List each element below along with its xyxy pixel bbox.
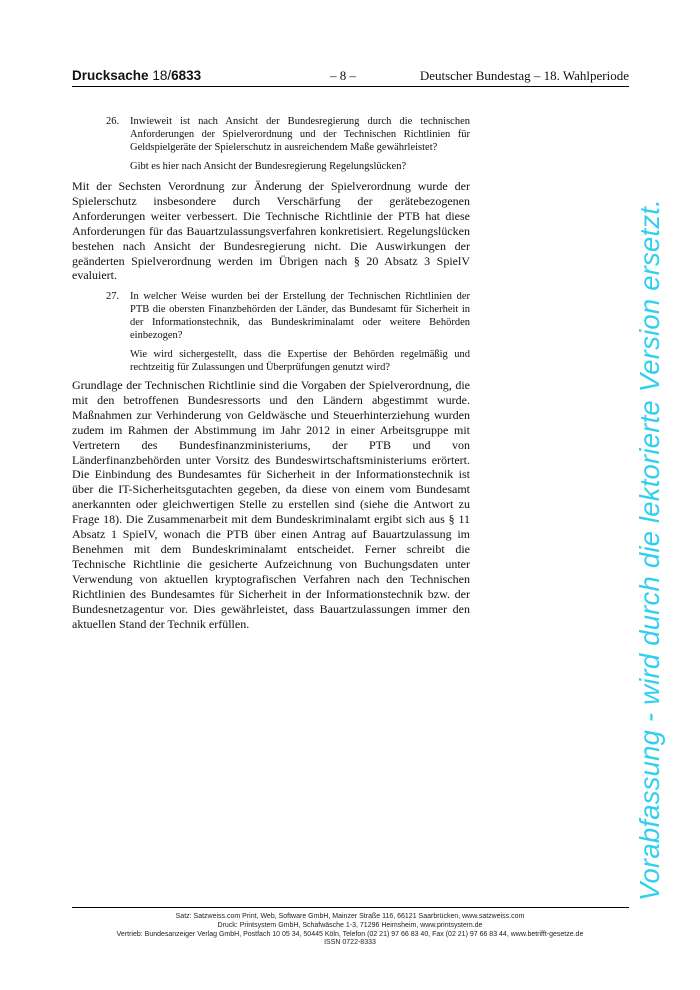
page-header (72, 68, 629, 87)
footer-typesetting: Satz: Satzweiss.com Print, Web, Software GmbH, Mainzer Straße 116, 66121 Saarbrücken, www.satzweiss.com (175, 913, 525, 920)
footer-distribution: Vertrieb: Bundesanzeiger Verlag GmbH, Postfach 10 05 34, 50445 Köln, Telefon (02 21) 97 66 83 40, Fax (02 21) 97 66 83 44, www.betrifft-gesetze.de (116, 930, 584, 938)
footer-printing: Druck: Printsystem GmbH, Schafwäsche 1-3, 71296 Heimsheim, www.printsystem.de (217, 921, 483, 929)
answer-26: Mit der Sechsten Verordnung zur Änderung der Spielverordnung wurde der Spielerschutz insbesondere durch Verschärfung der gerätebezogenen Anforderungen weiter verbessert. Die Technische Richtlinie der PTB hat diese Anforderungen für das Bauartzulassungsverfahren konkretisiert. Regelungslücken bestehen nach Ansicht der Bundesregierung nicht. Die Auswirkungen der geänderten Spielverordnung werden im Übrigen nach § 20 Absatz 3 SpielV evaluiert. (72, 179, 470, 283)
document-id (72, 68, 201, 83)
question-subtext: Gibt es hier nach Ansicht der Bundesregierung Regelungslücken? (130, 161, 407, 172)
page-footer (40, 913, 660, 948)
draft-watermark: Vorabfassung - wird durch die lektorierte Version ersetzt. (634, 199, 665, 901)
institution: Deutscher Bundestag – 18. Wahlperiode (419, 68, 629, 83)
question-27 (106, 290, 470, 374)
doc-period: 18/ (152, 68, 172, 83)
question-26 (106, 115, 470, 173)
question-text: In welcher Weise wurden bei der Erstellung der Technischen Richtlinien der PTB die obersten Finanzbehörden der Länder, das Bundesamt für Sicherheit in der Informationstechnik, das Bundeskriminalamt oder weitere Behörden einbezogen? (130, 291, 470, 341)
doc-label: Drucksache (72, 68, 149, 83)
doc-number: 6833 (171, 68, 202, 83)
footer-divider (72, 907, 629, 908)
answer-27: Grundlage der Technischen Richtlinie sind die Vorgaben der Spielverordnung, die mit den betroffenen Bundesressorts und den Ländern abgestimmt wurde. Maßnahmen zur Verhinderung von Geldwäsche und Steuerhinterziehung wurden zudem im Rahmen der Abstimmung im Jahr 2012 in einer Arbeitsgruppe mit Vertretern des Bundesfinanzministeriums, der PTB und von Länderfinanzbehörden unter Vorsitz des Bundeswirtschaftsministeriums erörtert. Die Einbindung des Bundesamtes für Sicherheit in der Informationstechnik ist über die IT-Sicherheitsgutachten gegeben, da diese von einem vom Bundesamt anerkannten oder gleichwertigen Stelle zu erstellen sind (siehe die Antwort zu Frage 18). Die Zusammenarbeit mit dem Bundeskriminalamt ergibt sich aus § 11 Absatz 1 SpielV, wonach die PTB über einen Antrag auf Bauartzulassung im Benehmen mit dem Bundeskriminalamt entscheidet. Ferner schreibt die Technische Richtlinie die gesicherte Aufzeichnung von Buchungsdaten unter Verwendung von aktuellen kryptografischen Verfahren nach den Technischen Richtlinien des Bundesamtes für Sicherheit in der Informationstechnik bzw. der Bundesnetzagentur vor. Dies gewährleistet, dass Bauartzulassungen immer den aktuellen Stand der Technik erfüllen. (72, 378, 470, 631)
page-number: – 8 – (330, 68, 356, 83)
question-number: 26. (106, 116, 120, 127)
footer-issn: ISSN 0722-8333 (324, 939, 376, 947)
question-number: 27. (106, 291, 120, 302)
question-subtext: Wie wird sichergestellt, dass die Expertise der Behörden regelmäßig und rechtzeitig für Zulassungen und Überprüfungen genutzt wird? (130, 349, 470, 373)
question-text: Inwieweit ist nach Ansicht der Bundesregierung durch die technischen Anforderungen der Spielverordnung und der Technischen Richtlinien für Geldspielgeräte der Spielerschutz in ausreichendem Maße gewährleistet? (130, 116, 470, 153)
